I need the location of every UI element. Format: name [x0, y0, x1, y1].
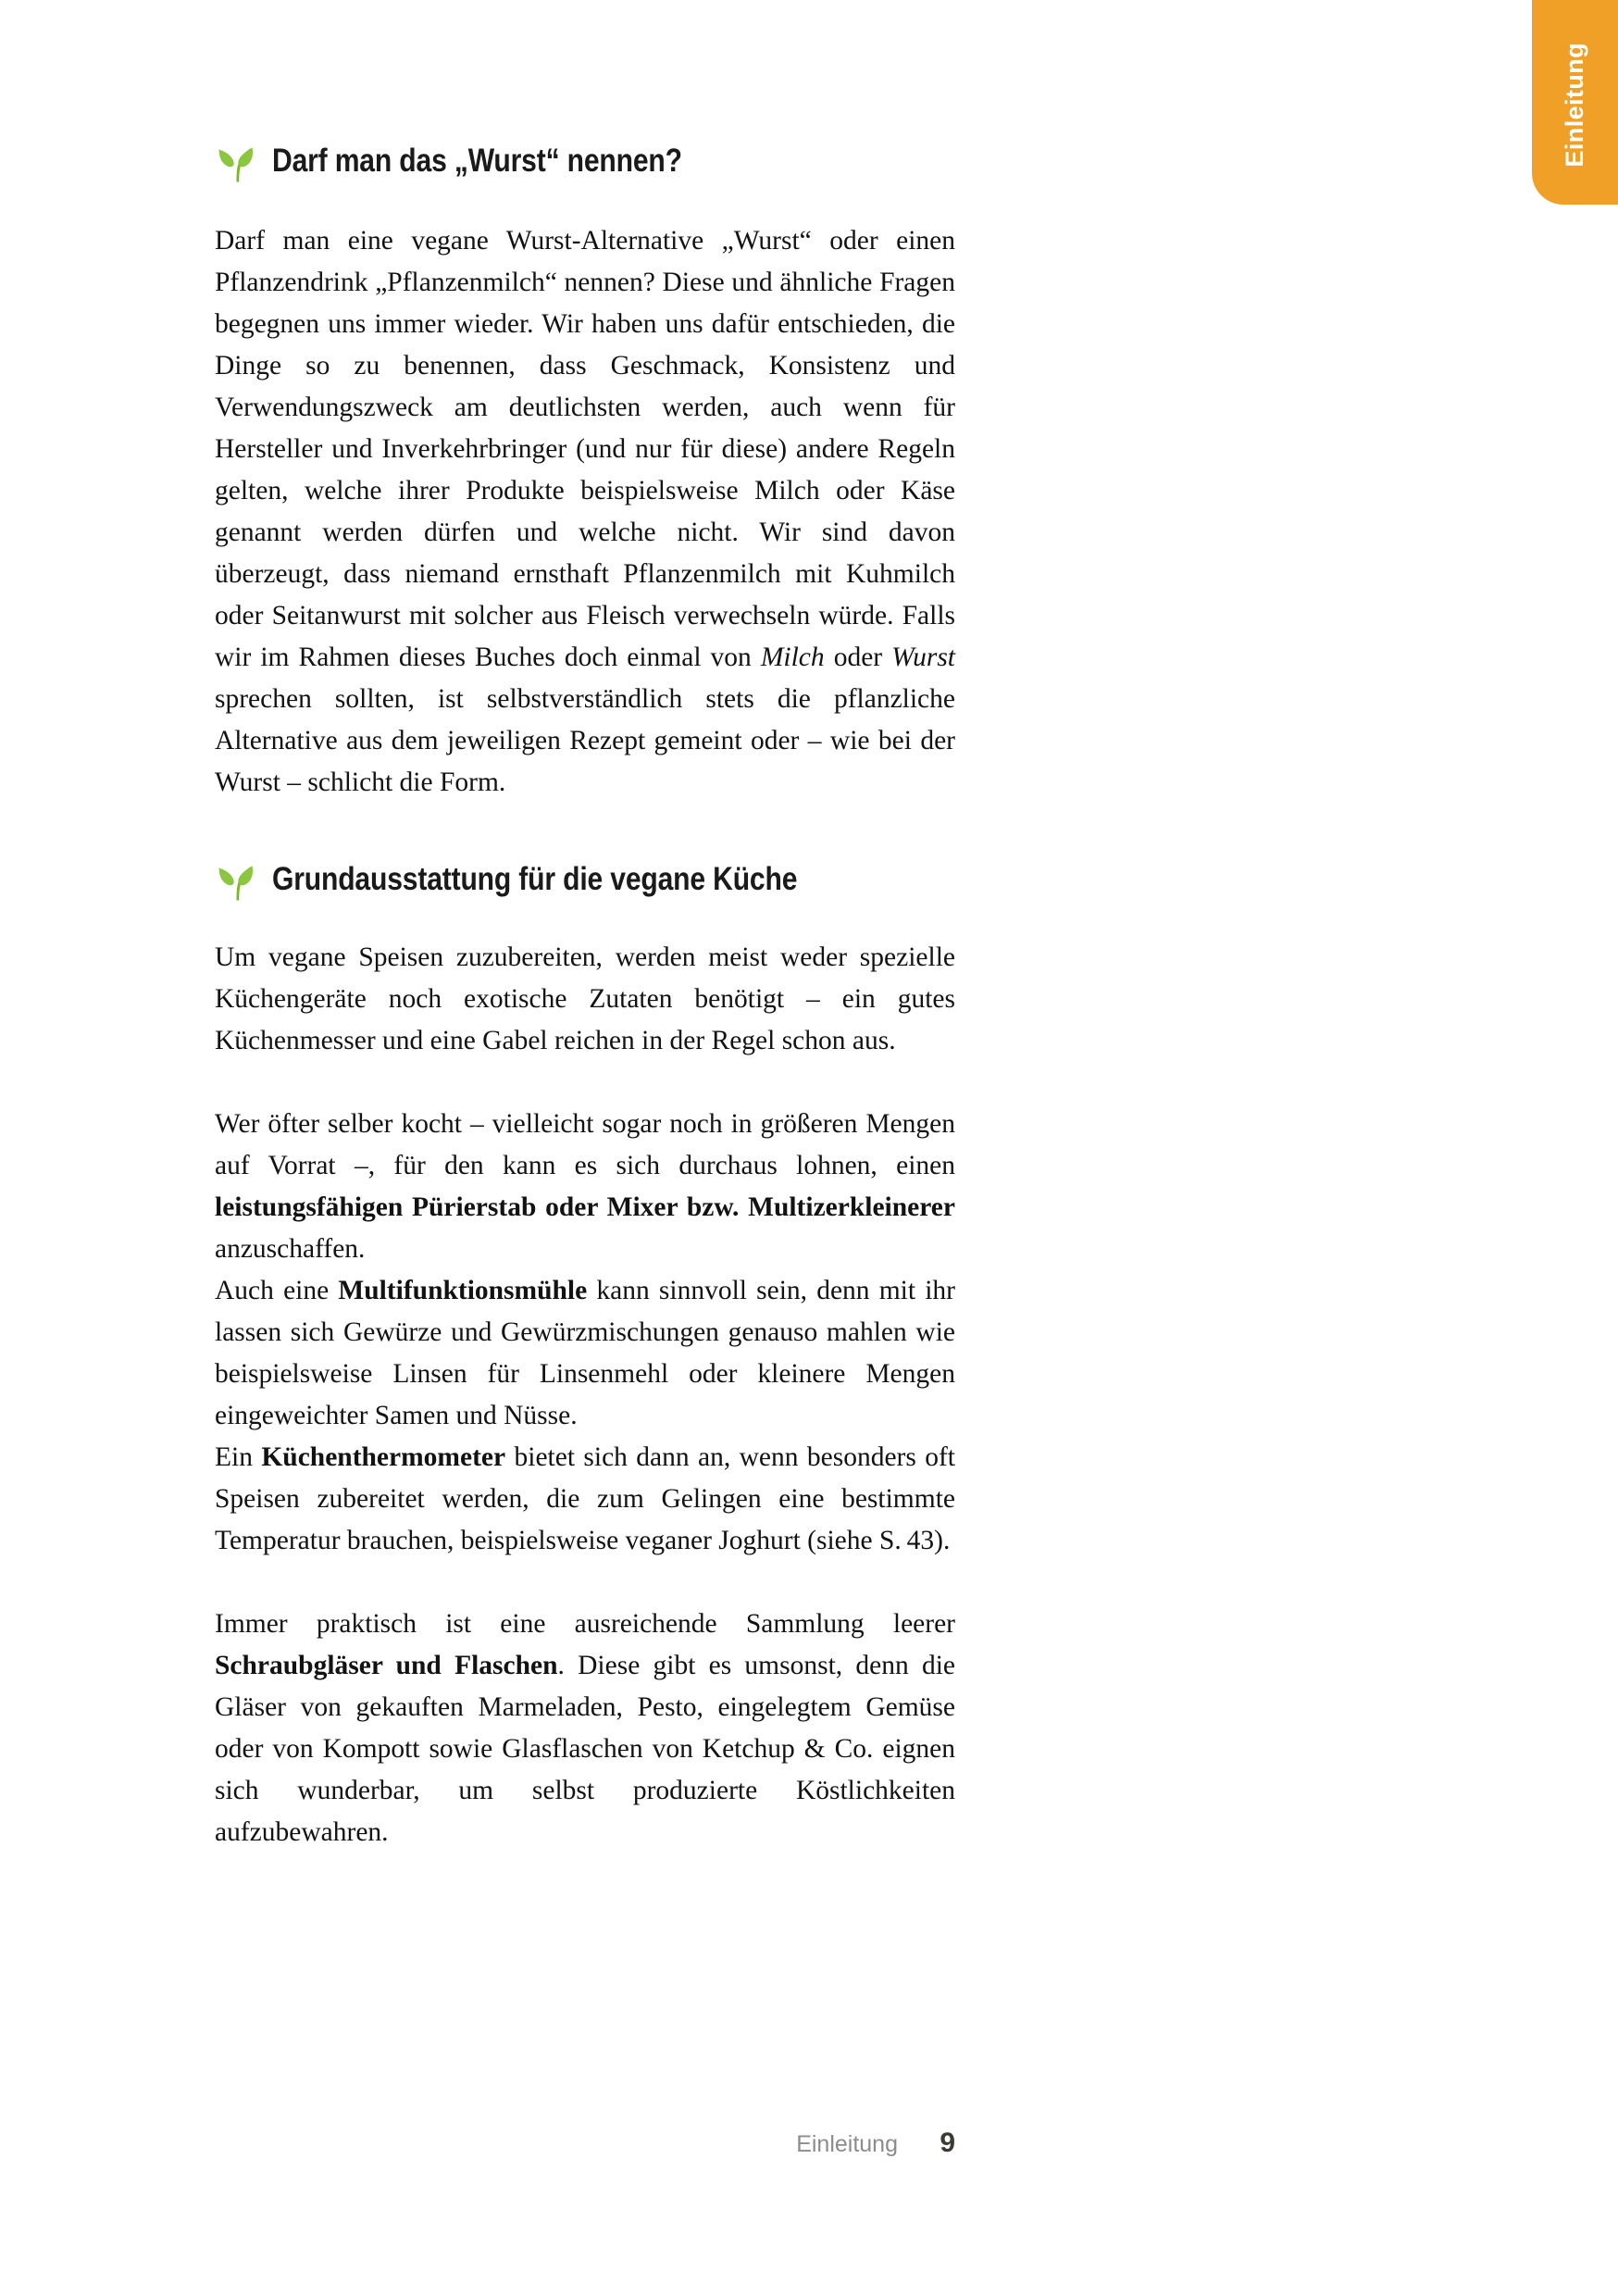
p1-text-b: oder: [824, 643, 892, 672]
sprout-icon: [211, 855, 261, 904]
p1-text-c: sprechen sollten, ist selbstverständlich stets die pflanzliche Alternative aus dem jeweiligen Rezept gemeint oder – wie bei der Wurst – schlicht die Form.: [215, 684, 955, 797]
section-thumb-tab: [1532, 0, 1618, 205]
p3-text-a: Wer öfter selber kocht – vielleicht sogar noch in größeren Mengen auf Vorrat –, für den kann es sich durchaus lohnen, einen: [215, 1109, 955, 1180]
p5-text-a: Ein: [215, 1442, 262, 1472]
p4-text-a: Auch eine: [215, 1276, 339, 1305]
footer-section-label: Einleitung: [796, 2131, 898, 2157]
p1-emphasis-milch: Milch: [760, 643, 825, 672]
paragraph-jars: [215, 1603, 955, 1853]
p1-text-a: Darf man eine vegane Wurst-Alternative „Wurst“ oder einen Pflanzendrink „Pflanzenmilch“ nennen? Diese und ähnliche Fragen begegnen uns immer wieder. Wir haben uns dafür entschieden, die Dinge so zu benennen, dass Geschmack, Konsistenz und Verwendungszweck am deutlichsten werden, auch wenn für Hersteller und Inverkehrbringer (und nur für diese) andere Regeln gelten, welche ihrer Produkte beispielsweise Milch oder Käse genannt werden dürfen und welche nicht. Wir sind davon überzeugt, dass niemand ernsthaft Pflanzenmilch mit Kuhmilch oder Seitanwurst mit solcher aus Fleisch verwechseln würde. Falls wir im Rahmen dieses Buches doch einmal von: [215, 226, 955, 672]
paragraph-naming: [215, 220, 955, 804]
section-heading-grundausstattung-text: Grundausstattung für die vegane Küche: [272, 861, 798, 897]
p4-text-b: kann sinnvoll sein, denn mit ihr lassen sich Gewürze und Gewürzmischungen genauso mahlen wie beispielsweise Linsen für Linsenmehl oder kleinere Mengen eingeweichter Samen und Nüsse.: [215, 1276, 955, 1430]
p6-text-a: Immer praktisch ist eine ausreichende Sammlung leerer: [215, 1609, 955, 1639]
footer-page-number: 9: [940, 2128, 955, 2158]
section-heading-grundausstattung: [215, 855, 883, 904]
p1-emphasis-wurst: Wurst: [891, 643, 955, 672]
paragraph-thermometer: [215, 1437, 955, 1562]
page-footer: [215, 2128, 955, 2159]
section-heading-wurst: [215, 137, 749, 185]
paragraph-basics: Um vegane Speisen zuzubereiten, werden meist weder spezielle Küchengeräte noch exotische Zutaten benötigt – ein gutes Küchenmesser und eine Gabel reichen in der Regel schon aus.: [215, 942, 955, 1055]
section-heading-wurst-text: Darf man das „Wurst“ nennen?: [272, 143, 682, 179]
p4-bold-mill: Multifunktionsmühle: [338, 1276, 588, 1305]
paragraph-blender: [215, 1104, 955, 1270]
p6-bold-jars: Schraubgläser und Flaschen: [215, 1651, 558, 1680]
paragraph-mill: [215, 1270, 955, 1437]
sprout-icon: [211, 137, 261, 185]
p5-text-b: bietet sich dann an, wenn besonders oft Speisen zubereitet werden, die zum Gelingen eine bestimmte Temperatur brauchen, beispielsweise veganer Joghurt (siehe S. 43).: [215, 1442, 955, 1555]
p6-text-b: . Diese gibt es umsonst, denn die Gläser von gekauften Marmeladen, Pesto, eingelegtem Gemüse oder von Kompott sowie Glasflaschen von Ketchup & Co. eignen sich wunderbar, um selbst produzierte Köstlichkeiten aufzubewahren.: [215, 1651, 955, 1847]
section-thumb-tab-label: Einleitung: [1561, 43, 1588, 168]
p3-bold-blender: leistungsfähigen Pürierstab oder Mixer bzw. Multizerkleinerer: [215, 1192, 955, 1222]
p5-bold-thermometer: Küchenthermometer: [261, 1442, 506, 1472]
p3-text-b: anzuschaffen.: [215, 1234, 366, 1264]
